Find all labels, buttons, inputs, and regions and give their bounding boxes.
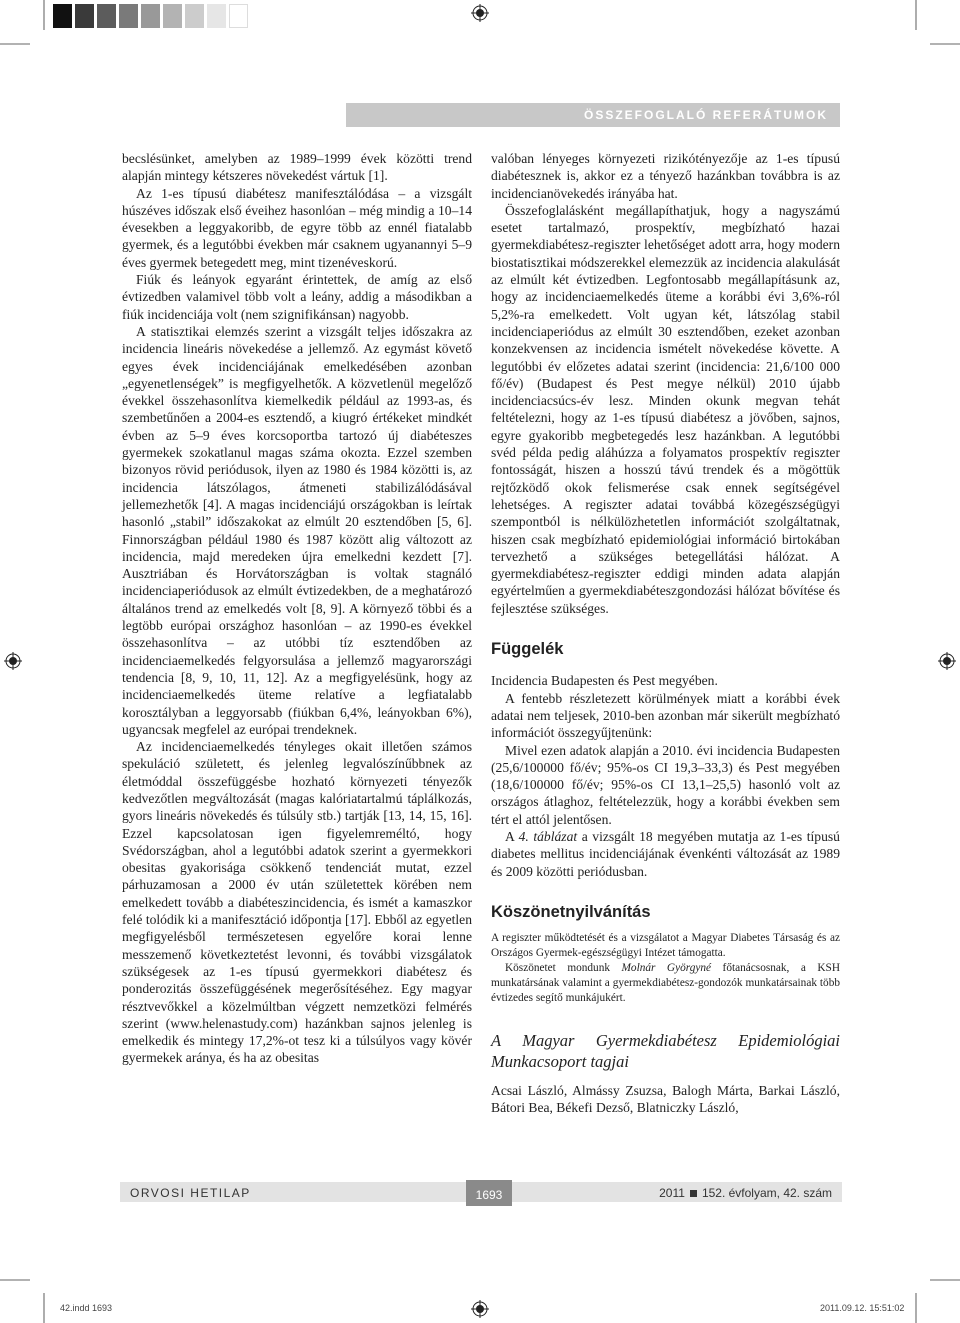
- acknowledgement-paragraph: A regiszter működtetését és a vizsgálatot a Magyar Diabetes Társaság és az Országos Gyermek-egészségügyi Intézet támogatta.: [491, 932, 840, 960]
- page-number: 1693: [466, 1180, 512, 1206]
- section-header-text: ÖSSZEFOGLALÓ REFERÁTUMOK: [584, 108, 828, 122]
- table-reference: 4. táblázat: [518, 828, 578, 844]
- text-run: főtanácsosnak, a KSH munkatársának valamint a gyermekdiabétesz-gondozók munkatársainak több évtizedes segítő munkájukért.: [491, 962, 840, 1005]
- print-calibration-bars-left: [53, 4, 251, 28]
- paragraph: Az 1-es típusú diabétesz manifesztálódása – a vizsgált húszéves időszak első éveihez hasonlóan – még mindig a 10–14 évesekben a leggyakoribb, de egyre több az ennél fiatalabb gyermek, és a legutóbbi években már csaknem ugyanannyi 5–9 éves gyermek betegedett meg, mint tizenéveskorú.: [122, 185, 472, 270]
- text-run: A: [505, 828, 519, 844]
- calibration-swatch: [141, 4, 160, 28]
- paragraph: Az incidenciaemelkedés tényleges okait illetően számos spekuláció született, és jelenleg legvalószínűbbnek az életmóddal összefüggésbe hozható környezeti tényezők kedvezőtlen megváltozását (magas kalóriatartalmú táplálkozás, gyors lineáris növekedés és túlsúly stb.) tartják [13, 14, 15, 16]. Ezzel kapcsolatosan igen figyelemreméltó, hogy Svédországban, ahol a legutóbbi adatok szerint a gyermekkori obesitas gyakorisága csökkenő tendenciát mutat, ezzel párhuzamosan a 2000 év után születettek körében nem emelkedett tovább a diabéteszincidencia, és ismét a kamaszkor felé tolódik ki a manifesztáció időpontja [17]. Ebből az egyetlen megfigyelésből természetesen egyelőre korai lenne messzemenő következtetést levonni, és további vizsgálatok szükségesek az 1-es típusú gyermekkori diabétesz és ponderozitás összefüggésének megerősítéséhez. Egy magyar résztvevőkkel a közelmúltban végzett nemzetközi felmérés szerint (www.helenastudy.com) hazánkban sajnos jelenleg is emelkedik és mintegy 17,2%-ot tesz ki a túlsúlyos vagy kövér gyermekek aránya, és ha az obesitas: [122, 739, 472, 1066]
- issue-volume: 152. évfolyam, 42. szám: [701, 1186, 832, 1200]
- footer: [120, 1180, 842, 1206]
- square-bullet-icon: [690, 1190, 697, 1197]
- acknowledgement-paragraph: [491, 961, 840, 1006]
- paragraph: Összefoglalásként megállapíthatjuk, hogy a nagyszámú esetet tartalmazó, prospektív, megbízható hazai gyermekdiabétesz-regiszter lehetőséget adott arra, hogy modern biostatisztikai módszerekkel elemezzük az incidencia alakulását az elmúlt két évtizedben. Legfontosabb megállapításunk az, hogy az incidenciaemelkedés üteme a korábbi évi 3,6%-ról 5,2%-ra emelkedett. Volt ugyan két, látszólag stabil incidenciaperiódus az elmúlt 30 esztendőben, ezeket azonban konzekvensen az incidencia ismételt növekedése követte. A legutóbbi év előzetes adatai szerint (incidencia: 21,6/100 000 fő/év) (Budapest és Pest megye nélkül) 2010 újabb incidenciacsúcs-év lesz. Minden okunk megvan tehát feltételezni, hogy az 1-es típusú diabétesz a jövőben, sajnos, egyre gyakoribb megbetegedés lesz hazánkban. A legutóbbi svéd példa pedig aláhúzza a folyamatos prospektív regiszter fontosságát, hiszen a hosszú távú trendek és a mögöttük rejtőzködő okok felismerése csak ennek segítségével lehetséges. A regiszter adatai továbbá közegészségügyi szempontból is nélkülözhetetlen információt szolgáltatnak, hiszen csak megbízható epidemiológiai információ birtokában tervezhető a szükséges betegellátási hálózat. A gyermekdiabétesz-regiszter eddigi minden adata alapján egyértelműen a gyermekdiabéteszgondozási hálózat bővítése és fejlesztése szükséges.: [491, 202, 840, 616]
- calibration-swatch: [207, 4, 226, 28]
- calibration-swatch: [53, 4, 72, 28]
- person-name: Molnár Györgyné: [621, 962, 712, 975]
- registration-mark-icon: [938, 652, 956, 670]
- paragraph: becslésünket, amelyben az 1989–1999 évek közötti trend alapján mintegy kétszeres növekedést vártuk [1].: [122, 151, 472, 184]
- registration-mark-icon: [471, 1300, 489, 1318]
- appendix-subtitle: Incidencia Budapesten és Pest megyében.: [491, 673, 718, 689]
- text-run: a vizsgált 18 megyében mutatja az 1-es típusú diabetes mellitus incidenciájának évenkénti változását az 1989 és 2009 közötti periódusban.: [491, 828, 840, 879]
- journal-name: ORVOSI HETILAP: [130, 1186, 251, 1200]
- paragraph: [491, 828, 840, 880]
- registration-mark-icon: [471, 4, 489, 22]
- calibration-swatch: [75, 4, 94, 28]
- text-run: Köszönetet mondunk: [505, 962, 622, 975]
- calibration-swatch: [119, 4, 138, 28]
- issue-year: 2011: [659, 1186, 685, 1200]
- paragraph: A fentebb részletezett körülmények miatt a korábbi évek adatai nem teljesek, 2010-ben azonban már sikerült megbízható információt összegyűjtenünk:: [491, 690, 840, 741]
- group-title: A Magyar Gyermekdiabétesz Epidemiológiai Munkacsoport tagjai: [491, 1031, 840, 1072]
- paragraph: Fiúk és leányok egyaránt érintettek, de amíg az első évtizedben valamivel több volt a leány, addig a másodikban a fiúk incidenciája volt (nem szignifikánsan) nagyobb.: [122, 272, 472, 322]
- calibration-swatch: [229, 4, 248, 28]
- group-members: Acsai László, Almássy Zsuzsa, Balogh Márta, Barkai László, Bátori Bea, Békefi Dezső, Blatniczky László,: [491, 1083, 840, 1116]
- calibration-swatch: [185, 4, 204, 28]
- timestamp-slug: 2011.09.12. 15:51:02: [820, 1303, 905, 1313]
- left-column: [122, 150, 472, 1067]
- paragraph: Mivel ezen adatok alapján a 2010. évi incidencia Budapesten (25,6/100000 fő/év; 95%-os CI 19,3–33,3) és Pest megyében (18,6/100000 fő/év; 95%-os CI 13,1–25,5) hasonló volt az országos átlaghoz, feltételezzük, hogy a korábbi években sem tért el attól jelentősen.: [491, 742, 840, 827]
- calibration-swatch: [163, 4, 182, 28]
- calibration-swatch: [97, 4, 116, 28]
- section-header: [346, 103, 840, 127]
- right-column: [491, 150, 840, 1117]
- paragraph: A statisztikai elemzés szerint a vizsgált teljes időszakra az incidencia lineáris növekedése a jellemző. Az egymást követő egyes évek incidenciájának emelkedésében azonban „egyenetlenségek” is megfigyelhetők. A közvetlenül megelőző évekkel összehasonlítva kiemelkedik például az 1993-as, és szembetűnően a 2004-es esztendő, a kiugró értékeket mindkét évben az 5–9 éves korcsoportba tartozó új diabéteszes gyermekek szokatlanul magas száma okozta. Ezzel szemben bizonyos rövid periódusok, ilyen az 1980 és 1984 közötti is, az incidencia látszólagos, átmeneti stabilizálódásával jellemezhetők [4]. A magas incidenciájú országokban is leírtak hasonló „stabil” időszakokat az elmúlt 20 esztendőben [5, 6]. Finnországban például 1980 és 1987 között alig változott az incidencia, majd meredeken újra emelkedni kezdett [7]. Ausztriában és Horvátországban is voltak stagnáló incidenciaperiódusok az elmúlt évtizedekben, de a meghatározó általános trend az emelkedés volt [8, 9]. A környező többi és a legtöbb európai országhoz hasonlóan – az 1990-es évekkel összehasonlítva – az utóbbi tíz esztendőben az incidenciaemelkedés felgyorsulása a jellemző magyarországi tendencia [8, 9, 10, 11, 12]. Az a megfigyelésünk, hogy az incidenciaemelkedés üteme relatíve a legfiatalabb korosztályban a leggyorsabb (fiúkban 6,4%, leányokban 6%), ugyancsak megfelel az európai trendeknek.: [122, 323, 472, 737]
- paragraph: valóban lényeges környezeti rizikótényezője az 1-es típusú diabétesznek is, akkor ez a tényező hazánkban továbbra is az incidencianövekedés irányába hat.: [491, 151, 840, 201]
- issue-info: [659, 1183, 832, 1203]
- acknowledgement-heading: Köszönetnyilvánítás: [491, 902, 651, 921]
- file-slug: 42.indd 1693: [60, 1303, 113, 1313]
- appendix-heading: Függelék: [491, 640, 564, 659]
- registration-mark-icon: [4, 652, 22, 670]
